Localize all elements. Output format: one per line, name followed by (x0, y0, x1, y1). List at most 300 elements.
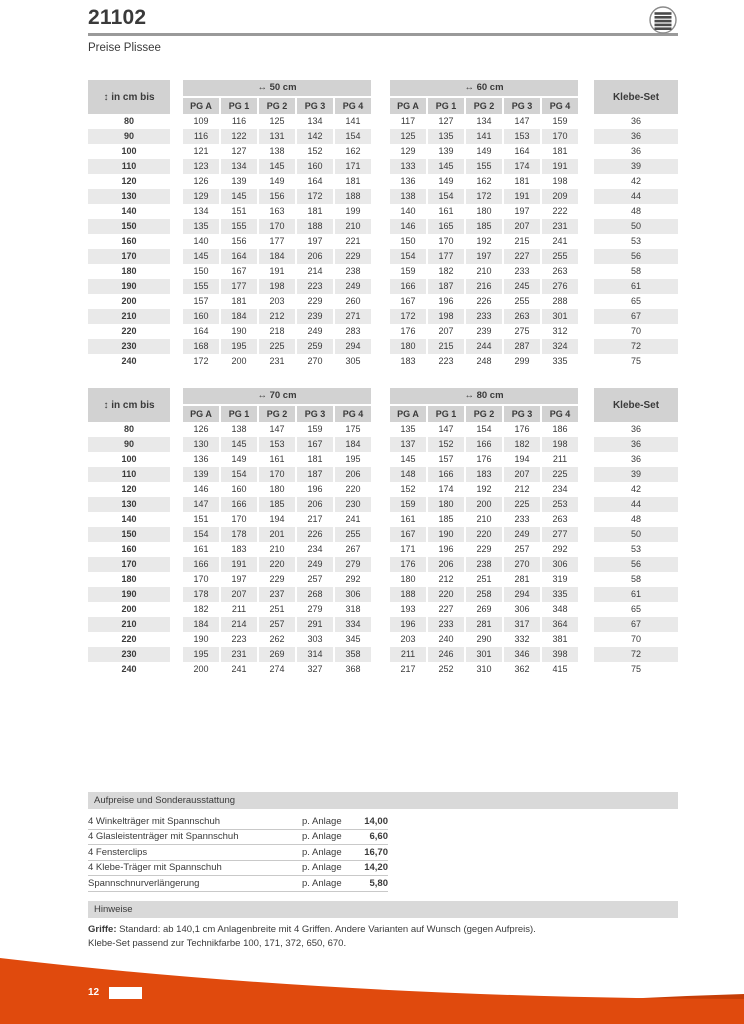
price-cell: 153 (504, 129, 540, 144)
price-group (390, 422, 578, 437)
price-cell: 176 (400, 326, 416, 336)
price-group (183, 422, 371, 437)
price-cell: 252 (438, 664, 454, 674)
price-cell: 140 (193, 236, 209, 246)
price-cell: 187 (428, 279, 464, 294)
price-group (183, 294, 371, 309)
price-cell: 183 (466, 467, 502, 482)
row-size-cell: 230 (88, 339, 170, 354)
price-cell: 237 (259, 587, 295, 602)
surcharge-item (88, 845, 388, 861)
price-cell: 277 (542, 527, 578, 542)
price-cell: 212 (514, 484, 530, 494)
pg-column-label: PG 4 (542, 406, 578, 422)
price-cell: 290 (476, 634, 492, 644)
price-cell: 161 (193, 544, 209, 554)
note-line (88, 937, 678, 951)
price-cell: 271 (335, 309, 371, 324)
klebe-set-cell: 42 (630, 484, 641, 494)
price-cell: 180 (390, 339, 426, 354)
table-row (88, 437, 678, 452)
price-cell: 155 (221, 219, 257, 234)
klebe-set-cell: 75 (630, 356, 641, 366)
price-cell: 294 (335, 339, 371, 354)
price-cell: 217 (307, 514, 323, 524)
price-cell: 211 (231, 604, 247, 614)
price-cell: 135 (428, 129, 464, 144)
row-size-cell: 100 (121, 146, 137, 156)
price-cell: 210 (335, 219, 371, 234)
row-size-cell: 100 (121, 454, 137, 464)
price-cell: 136 (193, 454, 209, 464)
row-size-cell: 240 (121, 664, 137, 674)
price-cell: 145 (428, 159, 464, 174)
price-group (390, 467, 578, 482)
price-cell: 165 (428, 219, 464, 234)
price-cell: 174 (504, 159, 540, 174)
price-cell: 139 (438, 146, 454, 156)
price-cell: 192 (476, 484, 492, 494)
table-row (88, 144, 678, 159)
price-cell: 317 (504, 617, 540, 632)
row-size-cell: 130 (88, 497, 170, 512)
price-cell: 207 (504, 467, 540, 482)
price-cell: 398 (542, 647, 578, 662)
price-cell: 257 (259, 617, 295, 632)
price-cell: 246 (428, 647, 464, 662)
price-cell: 170 (438, 236, 454, 246)
price-group (183, 662, 371, 677)
price-cell: 180 (476, 206, 492, 216)
price-cell: 229 (307, 296, 323, 306)
price-cell: 167 (231, 266, 247, 276)
price-cell: 147 (183, 497, 219, 512)
price-group (390, 662, 578, 677)
price-cell: 147 (438, 424, 454, 434)
surcharge-label: 4 Fensterclips (88, 846, 148, 858)
price-cell: 170 (259, 219, 295, 234)
surcharge-item (88, 814, 388, 830)
width-group-label: ↔ 80 cm (390, 388, 578, 404)
row-size-cell: 160 (121, 544, 137, 554)
row-size-cell: 110 (88, 159, 170, 174)
price-cell: 220 (466, 527, 502, 542)
price-group (183, 602, 371, 617)
price-cell: 358 (335, 647, 371, 662)
surcharge-price: 5,80 (369, 877, 388, 889)
price-group (390, 354, 578, 369)
price-group (390, 144, 578, 159)
pg-column-label: PG 4 (335, 406, 371, 422)
note-lead: Griffe: (88, 924, 117, 935)
price-cell: 255 (514, 296, 530, 306)
klebe-set-cell: 36 (594, 437, 678, 452)
price-cell: 194 (514, 454, 530, 464)
price-cell: 269 (476, 604, 492, 614)
price-cell: 130 (183, 437, 219, 452)
price-group (390, 129, 578, 144)
surcharges-list (88, 814, 388, 892)
price-group (183, 354, 371, 369)
row-size-cell: 190 (88, 587, 170, 602)
price-group (390, 512, 578, 527)
price-cell: 177 (428, 249, 464, 264)
row-size-cell: 220 (121, 634, 137, 644)
price-cell: 231 (269, 356, 285, 366)
price-cell: 287 (504, 339, 540, 354)
price-cell: 134 (193, 206, 209, 216)
price-cell: 116 (231, 116, 247, 126)
price-cell: 190 (193, 634, 209, 644)
price-cell: 159 (307, 424, 323, 434)
price-group (183, 309, 371, 324)
price-cell: 230 (335, 497, 371, 512)
price-cell: 141 (466, 129, 502, 144)
price-group (390, 219, 578, 234)
price-cell: 348 (552, 604, 568, 614)
price-cell: 191 (221, 557, 257, 572)
price-cell: 138 (269, 146, 285, 156)
row-size-cell: 220 (121, 326, 137, 336)
price-cell: 226 (476, 296, 492, 306)
price-cell: 154 (390, 249, 426, 264)
price-cell: 152 (400, 484, 416, 494)
klebe-set-cell: 65 (630, 296, 641, 306)
pg-column-headers (183, 98, 371, 114)
price-cell: 222 (552, 206, 568, 216)
price-cell: 163 (269, 206, 285, 216)
price-cell: 288 (552, 296, 568, 306)
price-group (183, 324, 371, 339)
page-number: 12 (88, 987, 100, 998)
price-cell: 197 (307, 236, 323, 246)
klebe-set-header: Klebe-Set (594, 80, 678, 114)
price-cell: 275 (514, 326, 530, 336)
note-body: Standard: ab 140,1 cm Anlagenbreite mit 4 Griffen. Andere Varianten auf Wunsch (gegen Aufpreis). (116, 924, 536, 935)
price-cell: 164 (307, 176, 323, 186)
klebe-set-cell: 53 (630, 236, 641, 246)
price-cell: 257 (307, 574, 323, 584)
price-cell: 183 (231, 544, 247, 554)
row-size-cell: 130 (88, 189, 170, 204)
table-row (88, 662, 678, 677)
surcharge-unit: p. Anlage (302, 815, 342, 827)
price-cell: 176 (390, 557, 426, 572)
table-row (88, 294, 678, 309)
price-cell: 291 (297, 617, 333, 632)
pg-column-label: PG 2 (259, 98, 295, 114)
price-cell: 332 (514, 634, 530, 644)
price-group (390, 602, 578, 617)
price-cell: 191 (504, 189, 540, 204)
price-cell: 188 (335, 189, 371, 204)
surcharge-unit: p. Anlage (302, 862, 342, 874)
klebe-set-cell: 72 (594, 647, 678, 662)
price-cell: 150 (400, 236, 416, 246)
price-cell: 166 (466, 437, 502, 452)
price-cell: 131 (259, 129, 295, 144)
price-cell: 292 (552, 544, 568, 554)
price-cell: 241 (345, 514, 361, 524)
row-size-cell: 210 (88, 309, 170, 324)
table-row (88, 647, 678, 662)
price-cell: 148 (390, 467, 426, 482)
price-group (183, 234, 371, 249)
price-group (183, 189, 371, 204)
price-cell: 181 (345, 176, 361, 186)
price-cell: 146 (193, 484, 209, 494)
price-cell: 129 (183, 189, 219, 204)
price-cell: 227 (438, 604, 454, 614)
table-row (88, 324, 678, 339)
price-cell: 191 (542, 159, 578, 174)
price-cell: 227 (504, 249, 540, 264)
price-cell: 139 (231, 176, 247, 186)
surcharges-section-header: Aufpreise und Sonderausstattung (88, 792, 678, 809)
price-group (390, 264, 578, 279)
klebe-set-header: Klebe-Set (594, 388, 678, 422)
table-row (88, 512, 678, 527)
price-cell: 239 (297, 309, 333, 324)
price-cell: 196 (438, 544, 454, 554)
price-group (183, 632, 371, 647)
price-cell: 225 (504, 497, 540, 512)
price-table-2 (88, 388, 678, 677)
price-cell: 210 (476, 266, 492, 276)
pg-column-label: PG 2 (259, 406, 295, 422)
price-group (390, 527, 578, 542)
price-cell: 241 (552, 236, 568, 246)
price-cell: 172 (297, 189, 333, 204)
pg-column-label: PG 3 (297, 98, 333, 114)
price-cell: 150 (193, 266, 209, 276)
row-size-cell: 180 (121, 574, 137, 584)
price-cell: 229 (476, 544, 492, 554)
price-cell: 274 (269, 664, 285, 674)
price-group (183, 542, 371, 557)
price-cell: 125 (269, 116, 285, 126)
price-cell: 181 (514, 176, 530, 186)
price-group (390, 632, 578, 647)
price-group (390, 482, 578, 497)
price-cell: 166 (428, 467, 464, 482)
pg-column-label: PG 2 (466, 98, 502, 114)
price-cell: 195 (221, 339, 257, 354)
price-group (183, 617, 371, 632)
price-cell: 299 (514, 356, 530, 366)
price-cell: 206 (297, 497, 333, 512)
klebe-set-cell: 58 (630, 574, 641, 584)
table-row (88, 264, 678, 279)
price-cell: 138 (390, 189, 426, 204)
price-cell: 200 (193, 664, 209, 674)
price-cell: 226 (297, 527, 333, 542)
table-row (88, 617, 678, 632)
price-cell: 145 (221, 189, 257, 204)
price-cell: 181 (231, 296, 247, 306)
price-cell: 121 (193, 146, 209, 156)
price-cell: 306 (514, 604, 530, 614)
price-cell: 177 (269, 236, 285, 246)
pg-column-label: PG 4 (542, 98, 578, 114)
price-cell: 154 (335, 129, 371, 144)
price-cell: 199 (345, 206, 361, 216)
price-cell: 335 (542, 587, 578, 602)
price-cell: 196 (438, 296, 454, 306)
price-cell: 223 (438, 356, 454, 366)
price-cell: 175 (345, 424, 361, 434)
klebe-set-cell: 42 (630, 176, 641, 186)
pg-column-label: PG 1 (428, 406, 464, 422)
price-cell: 233 (466, 309, 502, 324)
price-cell: 229 (335, 249, 371, 264)
price-cell: 305 (345, 356, 361, 366)
price-cell: 198 (428, 309, 464, 324)
price-cell: 182 (193, 604, 209, 614)
price-cell: 211 (552, 454, 568, 464)
price-group (183, 587, 371, 602)
price-cell: 259 (297, 339, 333, 354)
row-size-cell: 190 (88, 279, 170, 294)
price-cell: 207 (438, 326, 454, 336)
price-cell: 220 (345, 484, 361, 494)
price-cell: 200 (466, 497, 502, 512)
price-cell: 164 (193, 326, 209, 336)
price-cell: 215 (428, 339, 464, 354)
surcharge-item (88, 861, 388, 877)
price-cell: 240 (438, 634, 454, 644)
table-row (88, 174, 678, 189)
price-cell: 251 (269, 604, 285, 614)
row-header-label: ↕ in cm bis (88, 388, 170, 422)
price-cell: 294 (504, 587, 540, 602)
surcharge-item (88, 876, 388, 892)
price-cell: 279 (307, 604, 323, 614)
pg-column-label: PG A (183, 98, 219, 114)
price-cell: 149 (476, 146, 492, 156)
notes-text (88, 923, 678, 950)
price-cell: 301 (542, 309, 578, 324)
price-cell: 145 (400, 454, 416, 464)
price-cell: 253 (542, 497, 578, 512)
price-cell: 415 (552, 664, 568, 674)
klebe-set-cell: 67 (594, 309, 678, 324)
klebe-set-cell: 39 (594, 159, 678, 174)
klebe-set-cell: 36 (630, 146, 641, 156)
price-cell: 263 (504, 309, 540, 324)
pg-column-label: PG 1 (221, 98, 257, 114)
table-header-row (88, 388, 678, 422)
price-cell: 181 (307, 206, 323, 216)
row-size-cell: 120 (121, 176, 137, 186)
price-cell: 149 (231, 454, 247, 464)
price-cell: 345 (345, 634, 361, 644)
width-group-header (183, 388, 371, 422)
surcharge-label: 4 Glasleistenträger mit Spannschuh (88, 831, 239, 843)
price-group (183, 437, 371, 452)
price-cell: 217 (400, 664, 416, 674)
price-cell: 181 (307, 454, 323, 464)
plissee-pleated-blind-icon (649, 6, 677, 34)
price-cell: 138 (231, 424, 247, 434)
price-cell: 200 (231, 356, 247, 366)
width-group-label: ↔ 60 cm (390, 80, 578, 96)
price-group (183, 144, 371, 159)
table-row (88, 482, 678, 497)
price-cell: 172 (193, 356, 209, 366)
price-cell: 176 (514, 424, 530, 434)
surcharge-label: Spannschnurverlängerung (88, 877, 200, 889)
price-group (183, 204, 371, 219)
klebe-set-cell: 36 (630, 424, 641, 434)
price-group (183, 572, 371, 587)
price-cell: 241 (231, 664, 247, 674)
price-cell: 160 (183, 309, 219, 324)
table-row (88, 129, 678, 144)
price-cell: 182 (504, 437, 540, 452)
price-cell: 154 (221, 467, 257, 482)
klebe-set-cell: 58 (630, 266, 641, 276)
price-cell: 381 (552, 634, 568, 644)
price-cell: 258 (466, 587, 502, 602)
price-cell: 346 (504, 647, 540, 662)
table-row (88, 527, 678, 542)
klebe-set-cell: 75 (630, 664, 641, 674)
price-cell: 279 (335, 557, 371, 572)
row-size-cell: 170 (88, 249, 170, 264)
price-cell: 292 (345, 574, 361, 584)
price-cell: 268 (297, 587, 333, 602)
price-cell: 234 (307, 544, 323, 554)
pg-column-label: PG 3 (297, 406, 333, 422)
price-cell: 172 (466, 189, 502, 204)
klebe-set-cell: 56 (594, 249, 678, 264)
price-cell: 248 (476, 356, 492, 366)
price-cell: 223 (231, 634, 247, 644)
price-cell: 171 (335, 159, 371, 174)
price-cell: 160 (231, 484, 247, 494)
width-group-header (390, 388, 578, 422)
price-cell: 164 (514, 146, 530, 156)
price-cell: 178 (221, 527, 257, 542)
price-cell: 267 (345, 544, 361, 554)
price-cell: 145 (183, 249, 219, 264)
klebe-set-cell: 44 (594, 189, 678, 204)
row-size-cell: 140 (121, 514, 137, 524)
price-cell: 306 (335, 587, 371, 602)
price-cell: 206 (335, 467, 371, 482)
price-cell: 197 (514, 206, 530, 216)
price-cell: 156 (259, 189, 295, 204)
row-header-label: ↕ in cm bis (88, 80, 170, 114)
price-cell: 283 (345, 326, 361, 336)
price-cell: 157 (193, 296, 209, 306)
price-cell: 327 (307, 664, 323, 674)
price-group (390, 234, 578, 249)
price-cell: 142 (297, 129, 333, 144)
price-cell: 198 (259, 279, 295, 294)
table-row (88, 602, 678, 617)
klebe-set-cell: 36 (630, 454, 641, 464)
price-cell: 220 (428, 587, 464, 602)
price-cell: 167 (400, 296, 416, 306)
price-cell: 125 (390, 129, 426, 144)
price-cell: 160 (297, 159, 333, 174)
price-cell: 203 (400, 634, 416, 644)
pg-column-label: PG A (390, 98, 426, 114)
row-size-cell: 80 (123, 424, 134, 434)
price-cell: 134 (221, 159, 257, 174)
